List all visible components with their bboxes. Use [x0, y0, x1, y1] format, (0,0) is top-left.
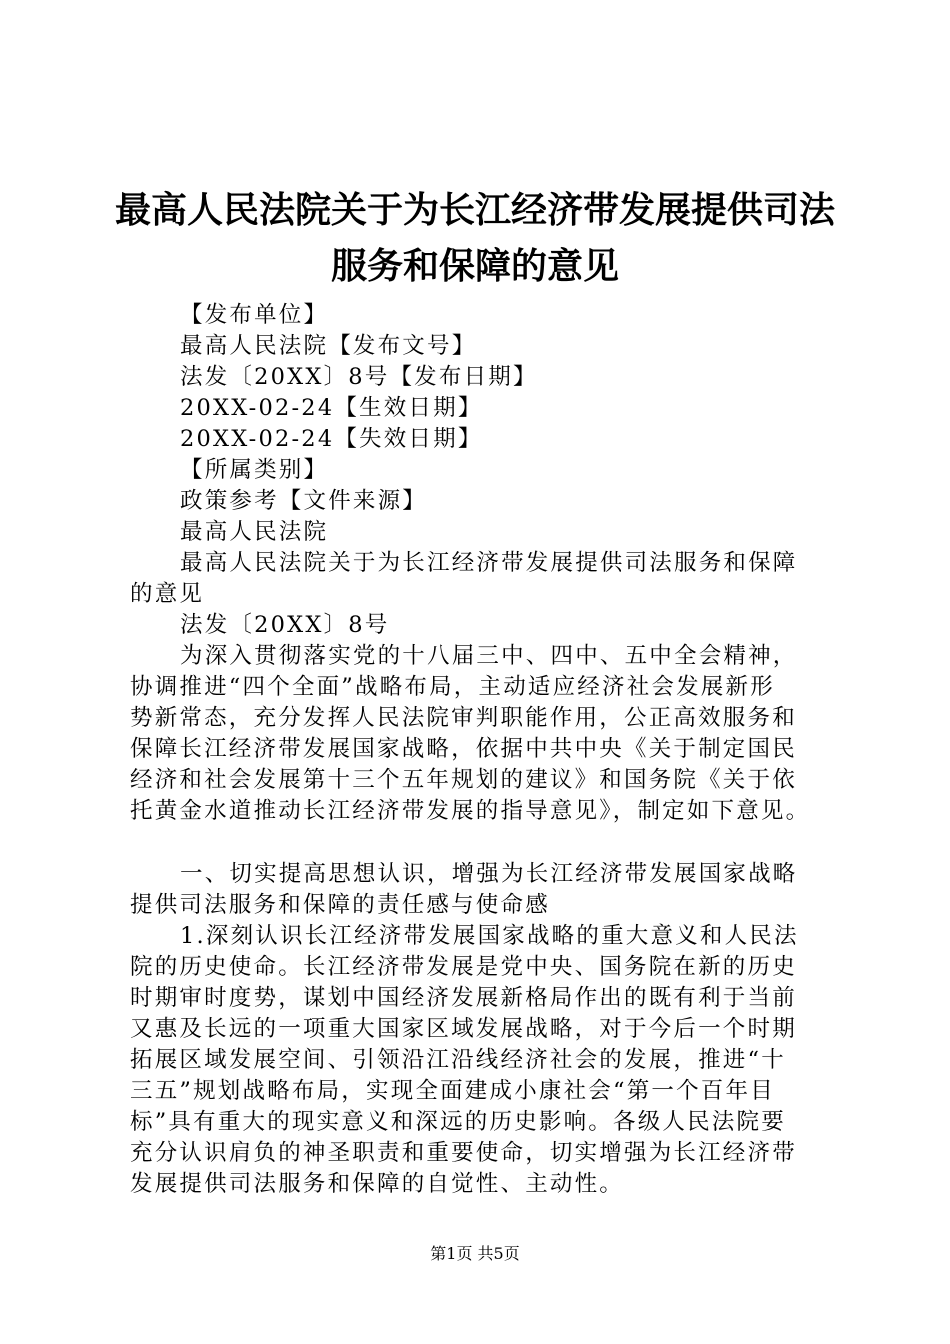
document-body [130, 300, 830, 1200]
intro-line: 经济和社会发展第十三个五年规划的建议》和国务院《关于依 [130, 767, 797, 793]
doc-title-line: 最高人民法院关于为长江经济带发展提供司法服务和保障 [180, 550, 798, 576]
paragraph-line: 又惠及长远的一项重大国家区域发展战略，对于今后一个时期 [130, 1016, 797, 1042]
paragraph-gap [130, 827, 830, 859]
paragraph-line: 三五”规划战略布局，实现全面建成小康社会“第一个百年目 [130, 1078, 775, 1104]
paragraph-line: 1.深刻认识长江经济带发展国家战略的重大意义和人民法 [180, 923, 799, 949]
paragraph-line: 院的历史使命。长江经济带发展是党中央、国务院在新的历史 [130, 954, 797, 980]
meta-line: 【所属类别】 [180, 457, 329, 483]
document-title-line-1: 最高人民法院关于为长江经济带发展提供司法 [114, 190, 835, 231]
document-title-line-2: 服务和保障的意见 [330, 246, 619, 287]
intro-line: 协调推进“四个全面”战略布局，主动适应经济社会发展新形 [130, 674, 775, 700]
intro-line: 为深入贯彻落实党的十八届三中、四中、五中全会精神， [180, 643, 798, 669]
meta-line: 20XX-02-24【失效日期】 [180, 426, 483, 452]
paragraph-line: 标”具有重大的现实意义和深远的历史影响。各级人民法院要 [130, 1109, 786, 1135]
intro-line: 保障长江经济带发展国家战略，依据中共中央《关于制定国民 [130, 736, 797, 762]
intro-line: 势新常态，充分发挥人民法院审判职能作用，公正高效服务和 [130, 705, 797, 731]
meta-line: 【发布单位】 [180, 302, 329, 328]
page-number-footer: 第1页 共5页 [430, 1244, 520, 1263]
section-heading-line: 提供司法服务和保障的责任感与使命感 [130, 892, 550, 918]
paragraph-line: 拓展区域发展空间、引领沿江沿线经济社会的发展，推进“十 [130, 1047, 786, 1073]
meta-line: 政策参考【文件来源】 [180, 488, 428, 514]
meta-line: 法发〔20XX〕8号【发布日期】 [180, 364, 538, 390]
doc-title-line: 的意见 [130, 581, 205, 607]
doc-number: 法发〔20XX〕8号 [180, 612, 390, 638]
paragraph-line: 充分认识肩负的神圣职责和重要使命，切实增强为长江经济带 [130, 1140, 797, 1166]
section-heading-line: 一、切实提高思想认识，增强为长江经济带发展国家战略 [180, 861, 798, 887]
meta-line: 最高人民法院 [180, 519, 329, 545]
intro-line: 托黄金水道推动长江经济带发展的指导意见》，制定如下意见。 [130, 798, 811, 824]
meta-line: 最高人民法院【发布文号】 [180, 333, 477, 359]
meta-line: 20XX-02-24【生效日期】 [180, 395, 483, 421]
paragraph-line: 发展提供司法服务和保障的自觉性、主动性。 [130, 1171, 625, 1197]
paragraph-line: 时期审时度势，谋划中国经济发展新格局作出的既有利于当前 [130, 985, 797, 1011]
